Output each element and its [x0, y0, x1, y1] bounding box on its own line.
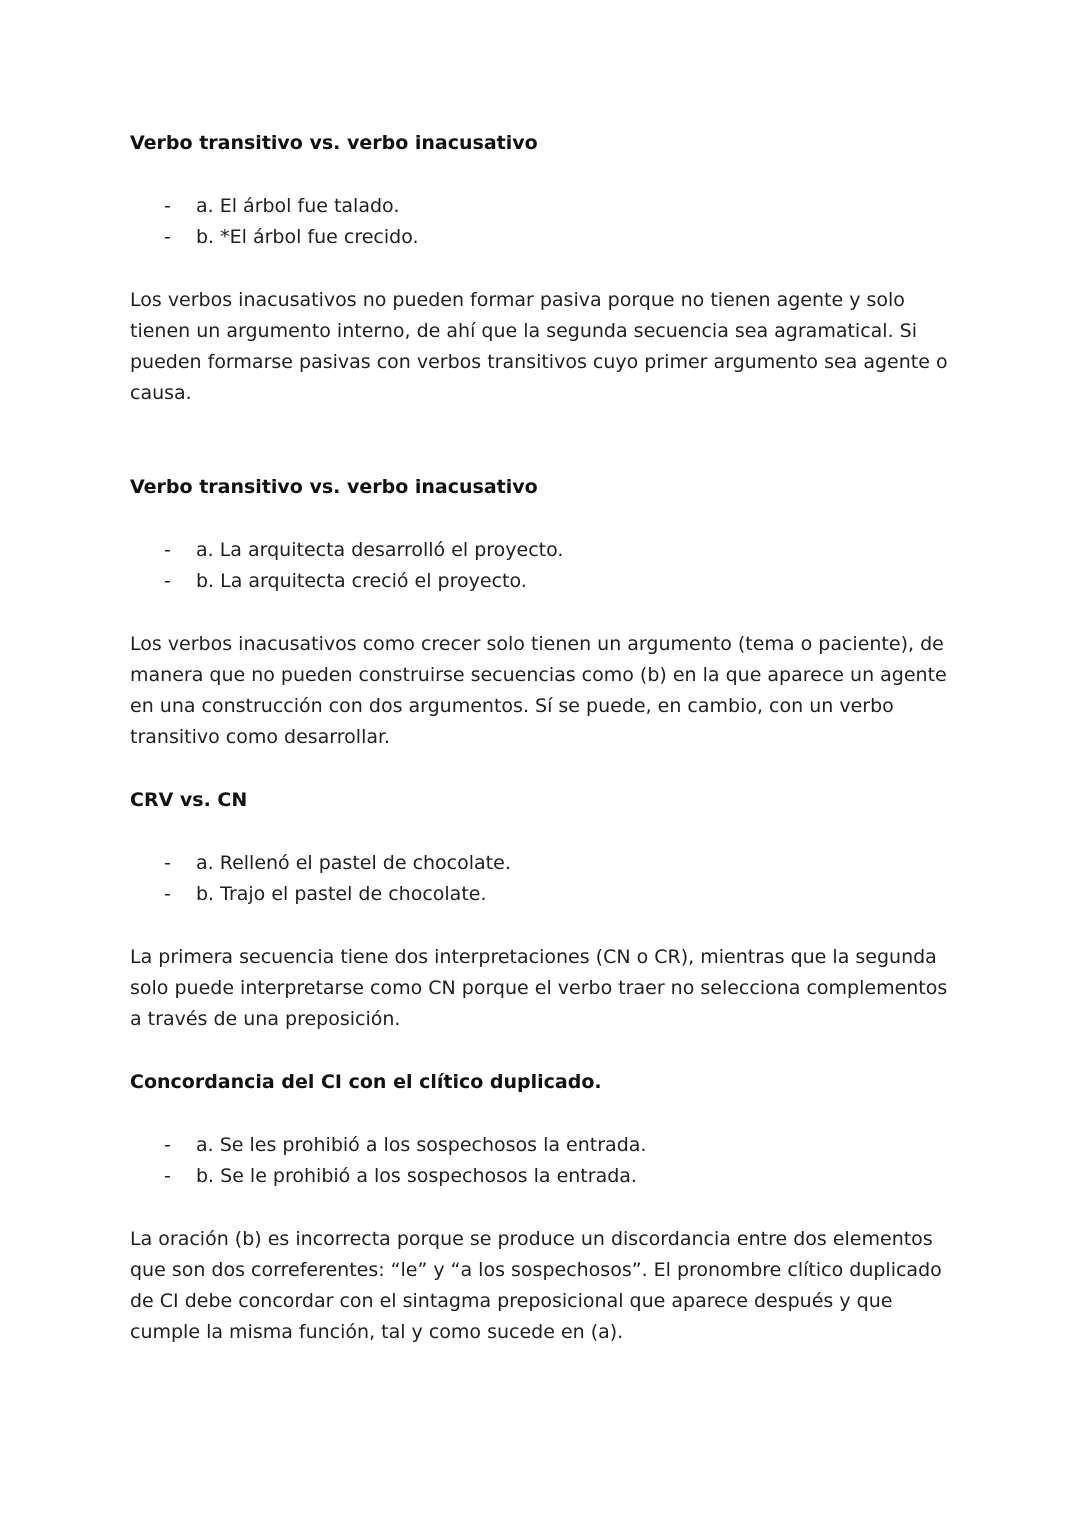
- example-item: [130, 1130, 960, 1161]
- section-heading: Verbo transitivo vs. verbo inacusativo: [130, 132, 538, 154]
- example-text: a. Se les prohibió a los sospechosos la entrada.: [196, 1134, 647, 1156]
- example-text: b. *El árbol fue crecido.: [196, 226, 419, 248]
- example-item: [130, 1161, 960, 1192]
- example-list: [130, 535, 960, 597]
- example-list: [130, 191, 960, 253]
- bullet-dash: -: [164, 570, 171, 592]
- bullet-dash: -: [164, 539, 171, 561]
- example-text: a. La arquitecta desarrolló el proyecto.: [196, 539, 564, 561]
- document-page: [130, 128, 960, 1348]
- example-text: a. Rellenó el pastel de chocolate.: [196, 852, 511, 874]
- example-item: [130, 191, 960, 222]
- example-text: b. Se le prohibió a los sospechosos la entrada.: [196, 1165, 637, 1187]
- example-text: b. Trajo el pastel de chocolate.: [196, 883, 487, 905]
- bullet-dash: -: [164, 195, 171, 217]
- section-heading: Verbo transitivo vs. verbo inacusativo: [130, 476, 538, 498]
- example-item: [130, 535, 960, 566]
- bullet-dash: -: [164, 883, 171, 905]
- example-item: [130, 566, 960, 597]
- example-item: [130, 848, 960, 879]
- section-heading: CRV vs. CN: [130, 789, 248, 811]
- explanation-paragraph: Los verbos inacusativos como crecer solo tienen un argumento (tema o paciente), de manera que no pueden construirse secuencias como (b) en la que aparece un agente en una construcción con dos argumentos. Sí se puede, en cambio, con un verbo transitivo como desarrollar.: [130, 633, 947, 748]
- example-item: [130, 879, 960, 910]
- explanation-paragraph: La oración (b) es incorrecta porque se produce un discordancia entre dos elementos que son dos correferentes: “le” y “a los sospechosos”. El pronombre clítico duplicado de CI debe concordar con el sintagma preposicional que aparece después y que cumple la misma función, tal y como sucede en (a).: [130, 1228, 942, 1343]
- bullet-dash: -: [164, 1165, 171, 1187]
- example-list: [130, 848, 960, 910]
- bullet-dash: -: [164, 852, 171, 874]
- example-text: b. La arquitecta creció el proyecto.: [196, 570, 527, 592]
- bullet-dash: -: [164, 226, 171, 248]
- explanation-paragraph: Los verbos inacusativos no pueden formar pasiva porque no tienen agente y solo tienen un argumento interno, de ahí que la segunda secuencia sea agramatical. Si pueden formarse pasivas con verbos transitivos cuyo primer argumento sea agente o causa.: [130, 289, 948, 404]
- example-text: a. El árbol fue talado.: [196, 195, 400, 217]
- example-list: [130, 1130, 960, 1192]
- explanation-paragraph: La primera secuencia tiene dos interpretaciones (CN o CR), mientras que la segunda solo puede interpretarse como CN porque el verbo traer no selecciona complementos a través de una preposición.: [130, 946, 948, 1030]
- section-heading: Concordancia del CI con el clítico duplicado.: [130, 1071, 602, 1093]
- example-item: [130, 222, 960, 253]
- bullet-dash: -: [164, 1134, 171, 1156]
